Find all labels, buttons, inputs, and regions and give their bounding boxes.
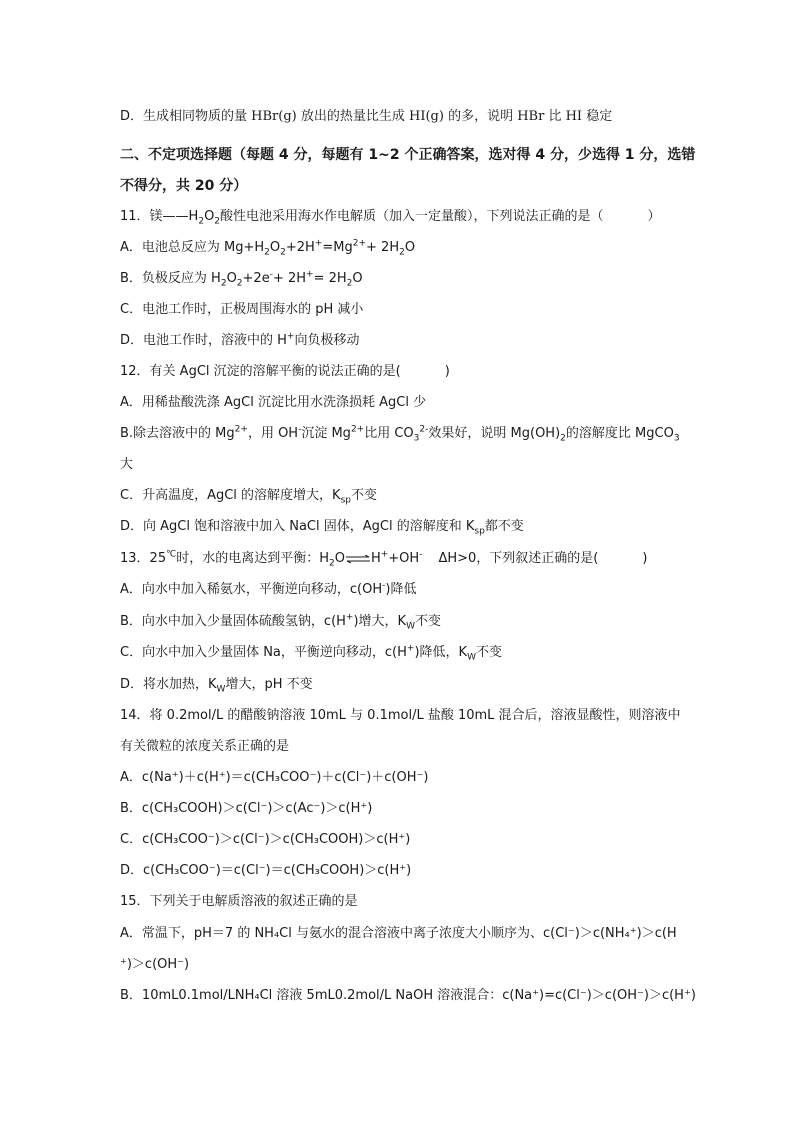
q13-option-c: C．向水中加入少量固体 Na，平衡逆向移动，c(H+)降低，$K_W$不变 bbox=[120, 643, 502, 663]
section2-heading-line1: 二、不定项选择题（每题 4 分，每题有 1~2 个正确答案，选对得 4 分，少选得 1 分，选错 bbox=[120, 147, 696, 163]
q15-option-b: B．10mL0.1mol/LNH₄Cl 溶液 5mL0.2mol/L NaOH 溶液混合：c(Na⁺)=c(Cl⁻)＞c(OH⁻)＞c(H⁺) bbox=[120, 988, 696, 1003]
q13-option-b: B．向水中加入少量固体硫酸氢钠，c(H+)增大，$K_W$不变 bbox=[120, 612, 441, 632]
q12-option-a: A．用稀盐酸洗涤 AgCl 沉淀比用水洗涤损耗 AgCl 少 bbox=[120, 395, 427, 410]
q14-option-a: A．c(Na⁺)＋c(H⁺)＝c(CH₃COO⁻)＋c(Cl⁻)＋c(OH⁻) bbox=[120, 770, 429, 785]
q12-option-d: D．向 AgCl 饱和溶液中加入 NaCl 固体，AgCl 的溶解度和 $K_{sp}$都不变 bbox=[120, 519, 524, 537]
q10-option-d: D．生成相同物质的量 HBr(g) 放出的热量比生成 HI(g) 的多，说明 HBr 比 HI 稳定 bbox=[120, 109, 613, 124]
q14-stem-line1: 14．将 0.2mol/L 的醋酸钠溶液 10mL 与 0.1mol/L 盐酸 10mL 混合后，溶液显酸性，则溶液中 bbox=[120, 708, 681, 723]
q12-stem: 12．有关 AgCl 沉淀的溶解平衡的说法正确的是( ) bbox=[120, 364, 450, 379]
section2-heading-line2: 不得分，共 20 分） bbox=[120, 178, 248, 194]
q12-option-b: B.除去溶液中的 $Mg^{2+}$，用 OH-沉淀 $Mg^{2+}$比用 $CO_3^{2-}$效果好，说明 $Mg(OH)_2$的溶解度比 MgCO$_3$ bbox=[120, 424, 680, 444]
q12-option-b-continued: 大 bbox=[120, 457, 134, 472]
q11-option-a: A．电池总反应为 $Mg+H_2O_2+2H^+=Mg^{2+}+ 2H_2O$ bbox=[120, 238, 416, 258]
q15-option-a: A．常温下，pH＝7 的 NH₄Cl 与氨水的混合溶液中离子浓度大小顺序为、c(Cl⁻)＞c(NH₄⁺)＞c(H bbox=[120, 926, 677, 941]
q14-option-c: C．c(CH₃COO⁻)＞c(Cl⁻)＞c(CH₃COOH)＞c(H⁺) bbox=[120, 832, 411, 847]
equilibrium-arrow-icon bbox=[345, 555, 371, 563]
q11-option-d: D．电池工作时，溶液中的 H+向负极移动 bbox=[120, 331, 360, 348]
q14-option-b: B．c(CH₃COOH)＞c(Cl⁻)＞c(Ac⁻)＞c(H⁺) bbox=[120, 801, 373, 816]
q11-stem: 11．镁$——H_2O_2$酸性电池采用海水作电解质（加入一定量酸），下列说法正确的是（ ） bbox=[120, 209, 661, 227]
q14-option-d: D．c(CH₃COO⁻)＝c(Cl⁻)＝c(CH₃COOH)＞c(H⁺) bbox=[120, 863, 412, 878]
q13-stem: 13．25℃时，水的电离达到平衡：$H_2O$ H++OH- ΔH>0，下列叙述正确的是( ) bbox=[120, 549, 648, 569]
q11-option-c: C．电池工作时，正极周围海水的 pH 减小 bbox=[120, 302, 364, 317]
q13-option-d: D．将水加热，$K_W$增大，pH 不变 bbox=[120, 677, 313, 695]
q15-stem: 15．下列关于电解质溶液的叙述正确的是 bbox=[120, 894, 358, 909]
q13-option-a: A．向水中加入稀氨水，平衡逆向移动，c(OH-)降低 bbox=[120, 580, 417, 597]
q15-option-a-continued: ⁺)＞c(OH⁻) bbox=[120, 957, 190, 972]
q12-option-c: C．升高温度，AgCl 的溶解度增大，$K_{sp}$不变 bbox=[120, 488, 377, 506]
q14-stem-line2: 有关微粒的浓度关系正确的是 bbox=[120, 739, 290, 754]
q11-option-b: B．负极反应为 $H_2O_2+2e^-+ 2H^+= 2H_2O$ bbox=[120, 269, 363, 289]
